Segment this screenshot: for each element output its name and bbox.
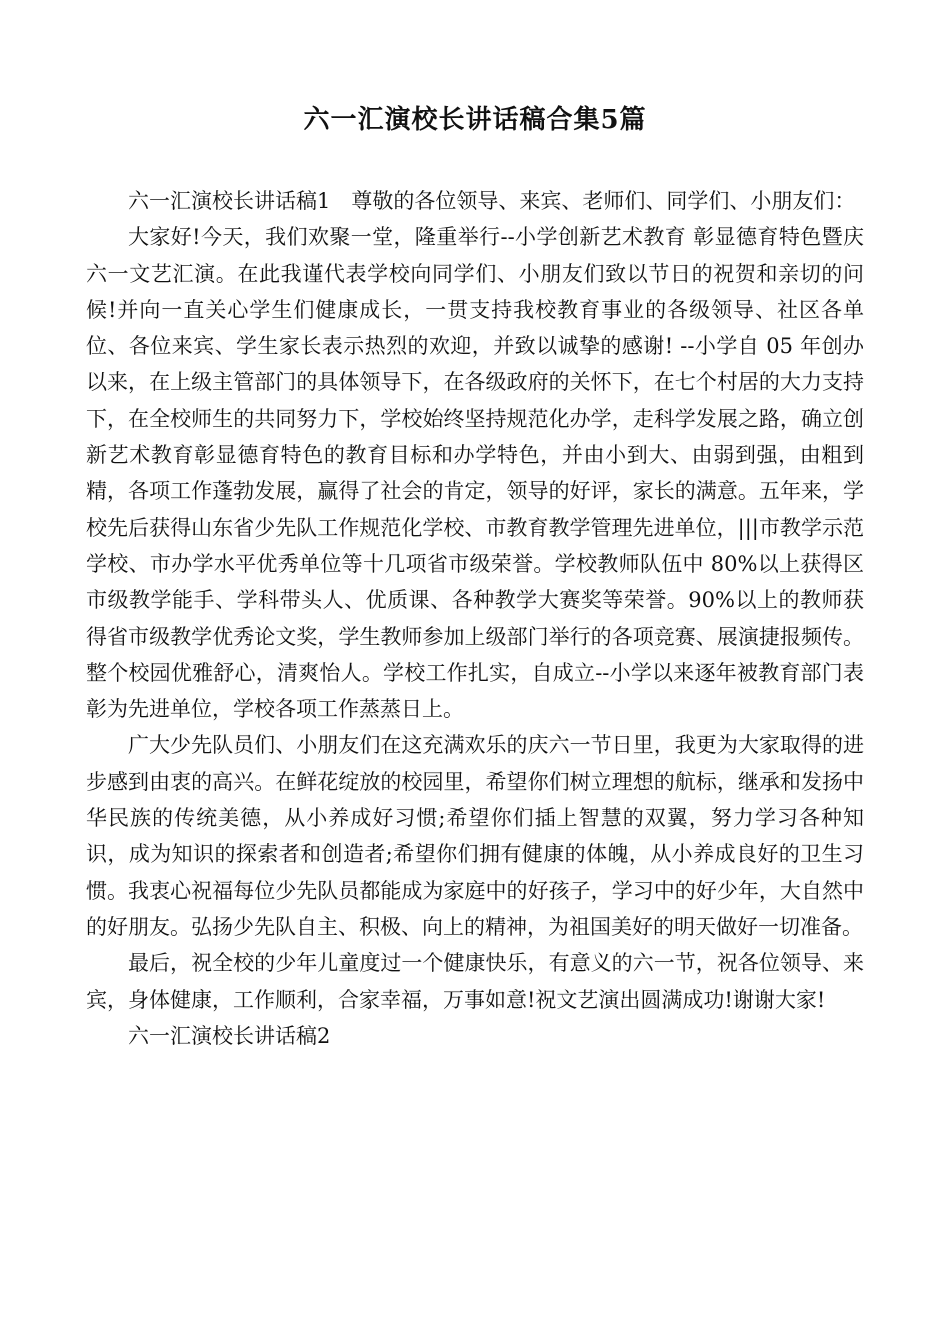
paragraph-wishes: 广大少先队员们、小朋友们在这充满欢乐的庆六一节日里，我更为大家取得的进步感到由衷的高兴。在鲜花绽放的校园里，希望你们树立理想的航标，继承和发扬中华民族的传统美德，从小养成好习惯;希望你们插上智慧的双翼，努力学习各种知识，成为知识的探索者和创造者;希望你们拥有健康的体魄，从小养成良好的卫生习惯。我衷心祝福每位少先队员都能成为家庭中的好孩子，学习中的好少年，大自然中的好朋友。弘扬少先队自主、积极、向上的精神，为祖国美好的明天做好一切准备。 <box>86 733 864 939</box>
section-heading-speech-2: 六一汇演校长讲话稿2 <box>128 1023 331 1048</box>
document-title: 六一汇演校长讲话稿合集5篇 <box>303 105 647 135</box>
paragraph-welcome: 大家好!今天，我们欢聚一堂，隆重举行--小学创新艺术教育 彰显德育特色暨庆六一文艺汇演。在此我谨代表学校向同学们、小朋友们致以节日的祝贺和亲切的问候!并向一直关心学生们健康成长，一贯支持我校教育事业的各级领导、社区各单位、各位来宾、学生家长表示热烈的欢迎，并致以诚挚的感谢! --小学自 05 年创办以来，在上级主管部门的具体领导下，在各级政府的关怀下，在七个村居的大力支持下，在全校师生的共同努力下，学校始终坚持规范化办学，走科学发展之路，确立创新艺术教育彰显德育特色的教育目标和办学特色，并由小到大、由弱到强，由粗到精，各项工作蓬勃发展，赢得了社会的肯定，领导的好评，家长的满意。五年来，学校先后获得山东省少先队工作规范化学校、市教育教学管理先进单位，|||市教学示范学校、市办学水平优秀单位等十几项省市级荣誉。学校教师队伍中 80%以上获得区市级教学能手、学科带头人、优质课、各种教学大赛奖等荣誉。90%以上的教师获得省市级教学优秀论文奖，学生教师参加上级部门举行的各项竞赛、展演捷报频传。整个校园优雅舒心，清爽怡人。学校工作扎实，自成立--小学以来逐年被教育部门表彰为先进单位，学校各项工作蒸蒸日上。 <box>86 225 864 722</box>
paragraph-closing: 最后，祝全校的少年儿童度过一个健康快乐，有意义的六一节，祝各位领导、来宾，身体健康，工作顺利，合家幸福，万事如意!祝文艺演出圆满成功!谢谢大家! <box>86 951 864 1012</box>
paragraph-greeting: 六一汇演校长讲话稿1 尊敬的各位领导、来宾、老师们、同学们、小朋友们： <box>128 189 856 213</box>
document-body <box>86 183 864 1054</box>
